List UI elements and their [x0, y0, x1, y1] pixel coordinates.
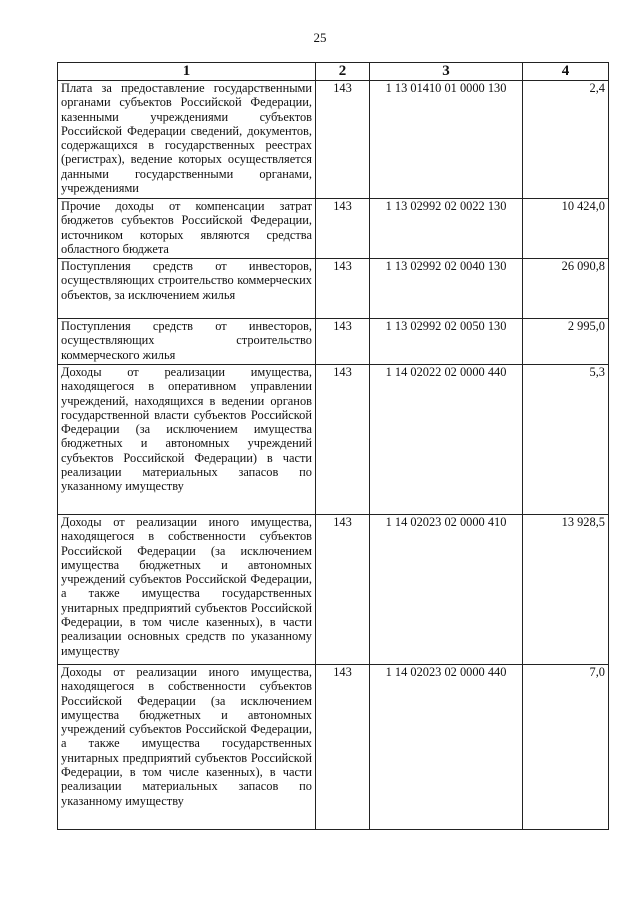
row-budget-code: 1 13 02992 02 0050 130: [370, 319, 523, 365]
row-admin-code: 143: [316, 199, 370, 259]
row-description: Плата за предоставление государственными органами субъектов Российской Федерации, казенными учреждениями субъектов Российской Федерации сведений, документов, содержащихся в государственных реестрах (регистрах), ведение которых осуществляется данными государственными органами, учреждениями: [58, 81, 316, 199]
row-admin-code: 143: [316, 515, 370, 665]
row-amount: 5,3: [523, 365, 609, 515]
table-row: [58, 81, 609, 199]
row-description: Прочие доходы от компенсации затрат бюджетов субъектов Российской Федерации, источником которых являются средства областного бюджета: [58, 199, 316, 259]
row-description: Доходы от реализации иного имущества, находящегося в собственности субъектов Российской Федерации (за исключением имущества бюджетных и автономных учреждений субъектов Российской Федерации, а также имущества государственных унитарных предприятий субъектов Российской Федерации, в том числе казенных), в части реализации материальных запасов по указанному имуществу: [58, 665, 316, 830]
table-row: [58, 199, 609, 259]
column-header-1: 1: [58, 63, 316, 81]
row-amount: 2,4: [523, 81, 609, 199]
table-row: [58, 665, 609, 830]
row-admin-code: 143: [316, 259, 370, 319]
row-budget-code: 1 13 01410 01 0000 130: [370, 81, 523, 199]
row-admin-code: 143: [316, 319, 370, 365]
page-number: 25: [313, 30, 327, 45]
column-header-3: 3: [370, 63, 523, 81]
row-amount: 10 424,0: [523, 199, 609, 259]
table-row: [58, 365, 609, 515]
row-amount: 7,0: [523, 665, 609, 830]
row-budget-code: 1 14 02022 02 0000 440: [370, 365, 523, 515]
row-budget-code: 1 14 02023 02 0000 410: [370, 515, 523, 665]
row-admin-code: 143: [316, 365, 370, 515]
table-row: [58, 515, 609, 665]
row-budget-code: 1 14 02023 02 0000 440: [370, 665, 523, 830]
row-admin-code: 143: [316, 665, 370, 830]
table-row: [58, 259, 609, 319]
row-description: Доходы от реализации иного имущества, находящегося в собственности субъектов Российской Федерации (за исключением имущества бюджетных и автономных учреждений субъектов Российской Федерации, а также имущества государственных унитарных предприятий субъектов Российской Федерации, в том числе казенных), в части реализации основных средств по указанному имуществу: [58, 515, 316, 665]
row-description: Поступления средств от инвесторов, осуществляющих строительство коммерческих объектов, за исключением жилья: [58, 259, 316, 319]
row-budget-code: 1 13 02992 02 0022 130: [370, 199, 523, 259]
revenue-table: [57, 62, 609, 830]
header-row: [58, 63, 609, 81]
row-description: Поступления средств от инвесторов, осуществляющих строительство коммерческого жилья: [58, 319, 316, 365]
row-amount: 2 995,0: [523, 319, 609, 365]
table-row: [58, 319, 609, 365]
row-admin-code: 143: [316, 81, 370, 199]
row-budget-code: 1 13 02992 02 0040 130: [370, 259, 523, 319]
column-header-2: 2: [316, 63, 370, 81]
row-amount: 13 928,5: [523, 515, 609, 665]
column-header-4: 4: [523, 63, 609, 81]
row-amount: 26 090,8: [523, 259, 609, 319]
row-description: Доходы от реализации имущества, находящегося в оперативном управлении учреждений, находящихся в ведении органов государственной власти субъектов Российской Федерации (за исключением имущества бюджетных и автономных учреждений субъектов Российской Федерации) в части реализации материальных запасов по указанному имуществу: [58, 365, 316, 515]
